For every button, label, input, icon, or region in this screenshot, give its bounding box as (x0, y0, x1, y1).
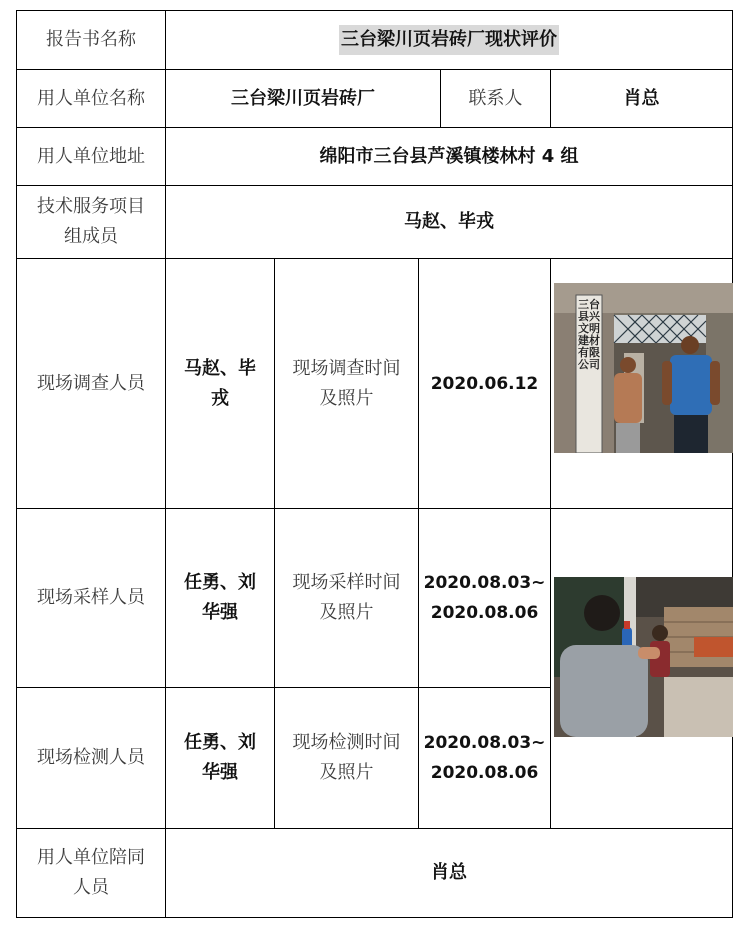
accompany-label: 用人单位陪同 人员 (37, 847, 145, 898)
team-members-value: 马赵、毕戎 (404, 211, 494, 232)
contact-value: 肖总 (623, 87, 660, 109)
testing-staff-label: 现场检测人员 (37, 747, 145, 768)
employer-name-label: 用人单位名称 (37, 87, 145, 109)
sampling-photo (554, 577, 733, 737)
sampling-staff-label: 现场采样人员 (37, 587, 145, 608)
sampling-date: 2020.08.03~ 2020.08.06 (423, 573, 546, 623)
survey-staff-label: 现场调查人员 (37, 372, 145, 394)
report-name-value (166, 11, 732, 69)
survey-date: 2020.06.12 (430, 373, 539, 394)
contact-label: 联系人 (468, 87, 523, 109)
accompany-value: 肖总 (431, 862, 467, 883)
company-sign-text: 三台县兴文明建材有限公司 (578, 298, 600, 371)
testing-date: 2020.08.03~ 2020.08.06 (423, 733, 546, 783)
sampling-staff-value: 任勇、刘 华强 (184, 572, 256, 623)
employer-address-value: 绵阳市三台县芦溪镇楼林村 4 组 (319, 145, 579, 167)
testing-time-label: 现场检测时间 及照片 (292, 732, 401, 783)
employer-name-value: 三台梁川页岩砖厂 (231, 87, 375, 109)
report-name-text: 三台梁川页岩砖厂现状评价 (339, 25, 559, 55)
survey-time-label: 现场调查时间 及照片 (292, 357, 401, 409)
testing-staff-value: 任勇、刘 华强 (184, 732, 256, 783)
survey-photo (554, 283, 733, 453)
report-name-label: 报告书名称 (46, 29, 136, 50)
survey-staff-value: 马赵、毕 戎 (184, 357, 256, 409)
employer-address-label: 用人单位地址 (37, 145, 145, 167)
sampling-time-label: 现场采样时间 及照片 (292, 572, 401, 623)
team-members-label: 技术服务项目 组成员 (37, 196, 145, 247)
col-divider (550, 258, 551, 828)
